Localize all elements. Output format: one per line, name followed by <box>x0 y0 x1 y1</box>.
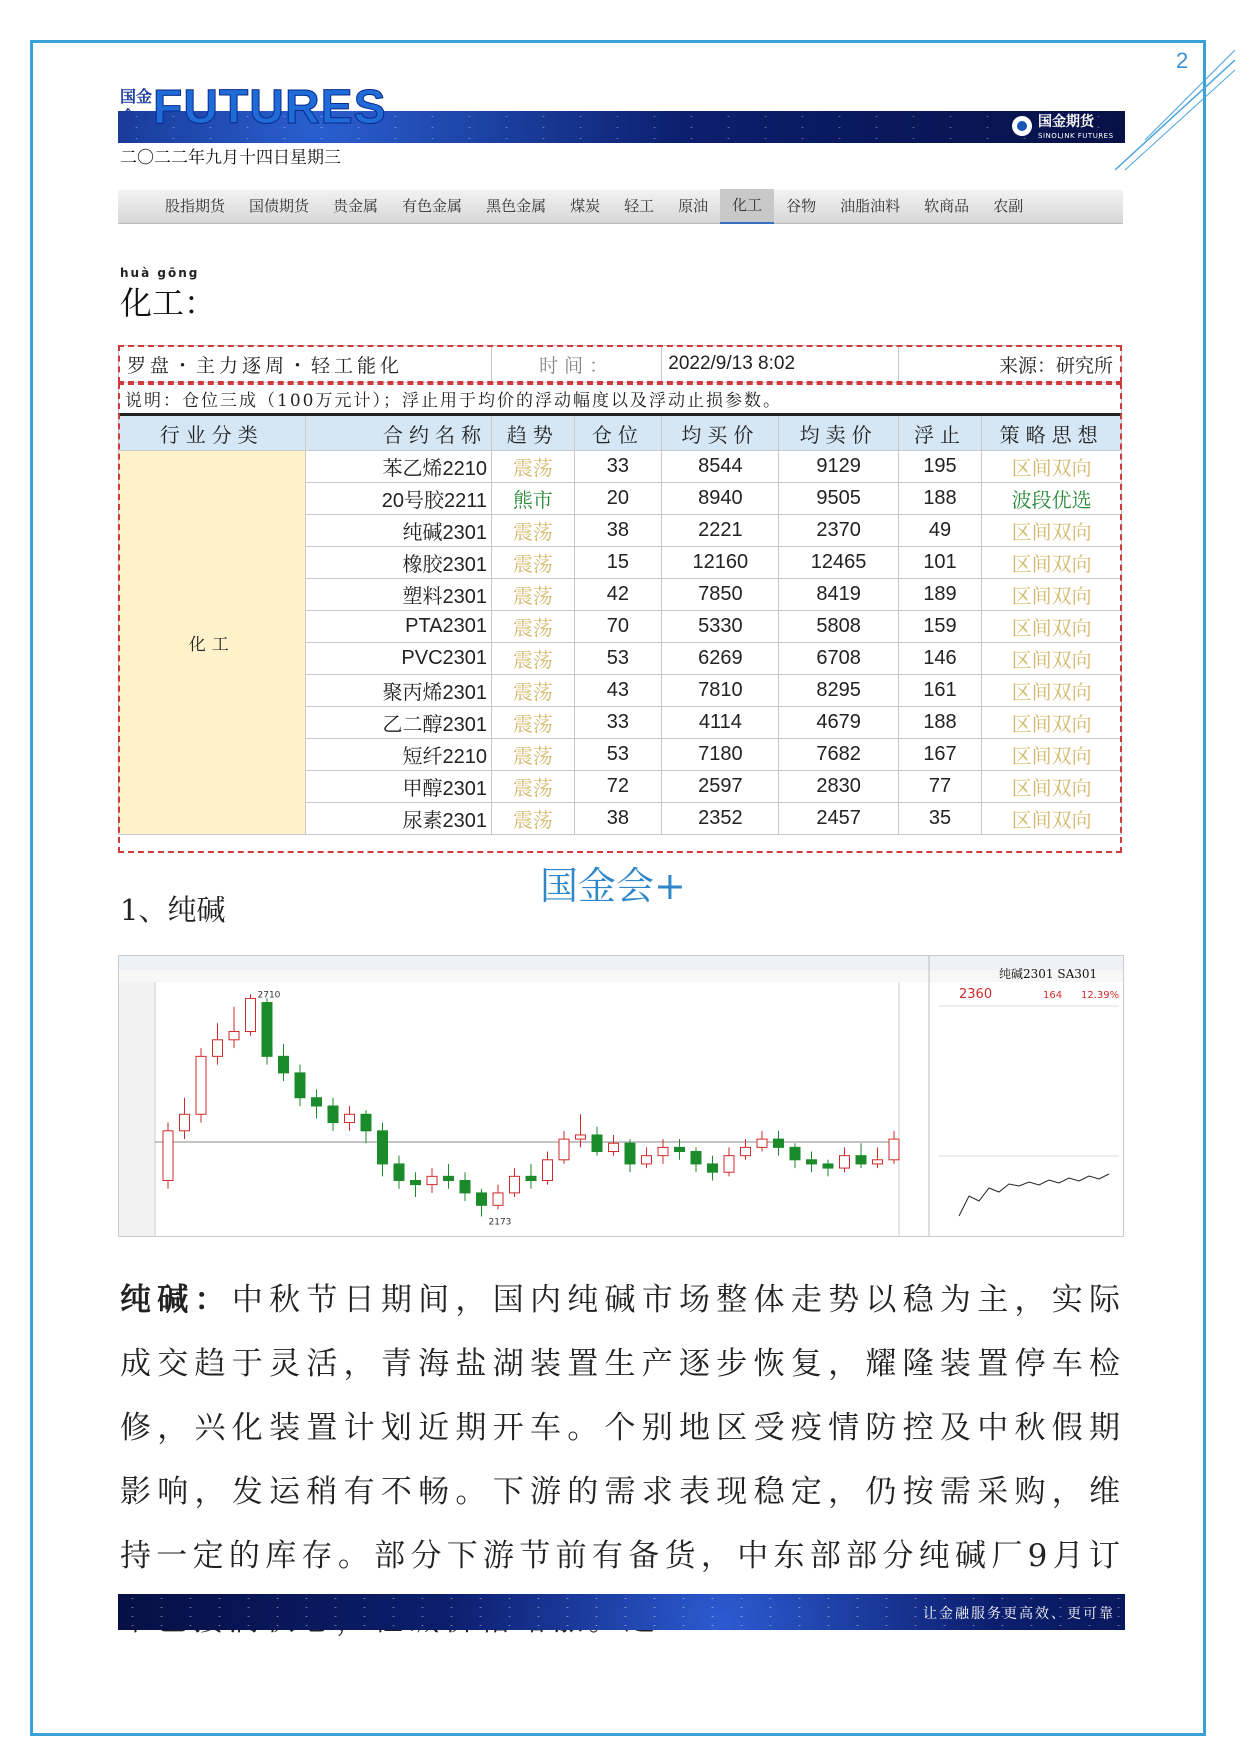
avg-buy-cell: 8940 <box>662 483 779 515</box>
float-stop-cell: 159 <box>898 611 982 643</box>
avg-buy-cell: 8544 <box>662 451 779 483</box>
position-cell: 33 <box>574 451 662 483</box>
strategy-cell: 区间双向 <box>982 643 1122 675</box>
report-date: 二〇二二年九月十四日星期三 <box>120 148 341 168</box>
section-title: 化工： <box>120 284 217 322</box>
trend-cell: 震荡 <box>492 547 575 579</box>
candle-body <box>543 1160 553 1181</box>
candle-body <box>889 1139 899 1160</box>
candle-body <box>576 1135 586 1139</box>
avg-buy-cell: 2352 <box>662 803 779 835</box>
contract-name: 乙二醇2301 <box>305 707 492 739</box>
position-cell: 33 <box>574 707 662 739</box>
trend-cell: 震荡 <box>492 643 575 675</box>
candle-body <box>312 1098 322 1106</box>
quote-panel <box>939 1006 1119 1156</box>
float-stop-cell: 189 <box>898 579 982 611</box>
header-avg-sell: 均卖价 <box>779 415 898 451</box>
section-ruby: huà gōng <box>120 266 200 280</box>
candle-body <box>658 1147 668 1155</box>
price-chart <box>118 955 1124 1237</box>
nav-item[interactable]: 原油 <box>678 197 709 215</box>
float-stop-cell: 161 <box>898 675 982 707</box>
candle-body <box>691 1152 701 1164</box>
trend-cell: 震荡 <box>492 739 575 771</box>
table-row <box>119 451 1122 483</box>
nav-item[interactable]: 油脂油料 <box>840 197 901 215</box>
avg-buy-cell: 5330 <box>662 611 779 643</box>
candle-body <box>378 1131 388 1164</box>
last-price: 2360 <box>959 987 993 1002</box>
avg-sell-cell: 8419 <box>779 579 898 611</box>
strategy-cell: 区间双向 <box>982 803 1122 835</box>
avg-sell-cell: 9505 <box>779 483 898 515</box>
float-stop-cell: 146 <box>898 643 982 675</box>
strategy-cell: 区间双向 <box>982 675 1122 707</box>
avg-sell-cell: 2457 <box>779 803 898 835</box>
candle-body <box>262 1003 272 1057</box>
contract-name: 聚丙烯2301 <box>305 675 492 707</box>
candle-body <box>180 1114 190 1131</box>
contract-name: 20号胶2211 <box>305 483 492 515</box>
candle-body <box>361 1114 371 1131</box>
float-stop-cell: 77 <box>898 771 982 803</box>
float-stop-cell: 35 <box>898 803 982 835</box>
strategy-cell: 区间双向 <box>982 739 1122 771</box>
commentary-lead: 纯碱： <box>120 1282 232 1318</box>
trend-cell: 震荡 <box>492 451 575 483</box>
candle-body <box>559 1139 569 1160</box>
avg-sell-cell: 2370 <box>779 515 898 547</box>
candle-body <box>196 1056 206 1114</box>
category-nav <box>118 190 1123 224</box>
candle-body <box>510 1176 520 1193</box>
strategy-cell: 区间双向 <box>982 771 1122 803</box>
float-stop-cell: 49 <box>898 515 982 547</box>
logo-small-text: 国金 会 + <box>120 89 153 126</box>
candle-body <box>856 1156 866 1164</box>
candle-body <box>246 998 256 1031</box>
candle-body <box>279 1056 289 1073</box>
page-number: 2 <box>1176 48 1189 73</box>
position-cell: 70 <box>574 611 662 643</box>
nav-item[interactable]: 股指期货 <box>165 197 226 215</box>
nav-item[interactable]: 谷物 <box>786 197 817 215</box>
nav-item[interactable]: 国债期货 <box>249 197 310 215</box>
strategy-cell: 区间双向 <box>982 515 1122 547</box>
contract-name: 橡胶2301 <box>305 547 492 579</box>
avg-buy-cell: 7850 <box>662 579 779 611</box>
avg-buy-cell: 4114 <box>662 707 779 739</box>
futures-logo: FUTURES <box>153 81 387 134</box>
avg-sell-cell: 2830 <box>779 771 898 803</box>
subsection-title: 1、纯碱 <box>120 893 226 927</box>
category-cell: 化工 <box>119 451 306 835</box>
avg-sell-cell: 4679 <box>779 707 898 739</box>
contract-name: PVC2301 <box>305 643 492 675</box>
strategy-cell: 区间双向 <box>982 707 1122 739</box>
chart-title: 纯碱2301 SA301 <box>999 967 1098 981</box>
corner-lines-decoration <box>1115 20 1235 180</box>
position-cell: 53 <box>574 739 662 771</box>
candle-body <box>493 1193 503 1205</box>
avg-buy-cell: 6269 <box>662 643 779 675</box>
candle-body <box>741 1147 751 1155</box>
avg-buy-cell: 7180 <box>662 739 779 771</box>
candle-body <box>477 1193 487 1205</box>
candle-body <box>394 1164 404 1181</box>
time-value: 2022/9/13 8:02 <box>662 346 898 383</box>
trend-cell: 震荡 <box>492 579 575 611</box>
avg-sell-cell: 5808 <box>779 611 898 643</box>
table-title: 罗盘・主力逐周・轻工能化 <box>119 346 492 383</box>
position-cell: 38 <box>574 803 662 835</box>
price-change: 164 <box>1043 990 1063 1001</box>
strategy-cell: 区间双向 <box>982 611 1122 643</box>
candle-body <box>427 1176 437 1184</box>
low-label: 2173 <box>488 1217 512 1228</box>
float-stop-cell: 188 <box>898 707 982 739</box>
brand-cn: 国金期货 <box>1038 114 1094 130</box>
brand-name <box>1038 115 1114 143</box>
nav-item[interactable]: 黑色金属 <box>486 197 547 215</box>
position-cell: 43 <box>574 675 662 707</box>
contract-name: 纯碱2301 <box>305 515 492 547</box>
strategy-cell: 区间双向 <box>982 547 1122 579</box>
nav-item-active[interactable]: 化工 <box>720 189 774 224</box>
trend-cell: 震荡 <box>492 515 575 547</box>
float-stop-cell: 167 <box>898 739 982 771</box>
float-stop-cell: 188 <box>898 483 982 515</box>
trend-cell: 震荡 <box>492 611 575 643</box>
position-cell: 38 <box>574 515 662 547</box>
brand-en: SINOLINK FUTURES <box>1038 132 1114 140</box>
candle-body <box>328 1106 338 1123</box>
price-change-pct: 12.39% <box>1081 990 1120 1001</box>
avg-buy-cell: 2597 <box>662 771 779 803</box>
header-float-stop: 浮止 <box>898 415 982 451</box>
nav-item[interactable]: 软商品 <box>924 197 970 215</box>
contract-name: 甲醇2301 <box>305 771 492 803</box>
position-cell: 15 <box>574 547 662 579</box>
avg-buy-cell: 2221 <box>662 515 779 547</box>
avg-buy-cell: 7810 <box>662 675 779 707</box>
float-stop-cell: 195 <box>898 451 982 483</box>
nav-item[interactable]: 煤炭 <box>570 197 601 215</box>
trend-cell: 震荡 <box>492 771 575 803</box>
candle-body <box>790 1147 800 1159</box>
header-contract: 合约名称 <box>305 415 492 451</box>
candle-body <box>295 1073 305 1098</box>
avg-sell-cell: 12465 <box>779 547 898 579</box>
candle-body <box>609 1143 619 1151</box>
sinolink-logo-icon <box>1012 116 1032 136</box>
position-cell: 20 <box>574 483 662 515</box>
strategy-cell: 区间双向 <box>982 579 1122 611</box>
contract-name: 苯乙烯2210 <box>305 451 492 483</box>
candle-body <box>345 1114 355 1122</box>
trend-cell: 震荡 <box>492 803 575 835</box>
intraday-line <box>959 1174 1109 1216</box>
candle-body <box>213 1040 223 1057</box>
candle-body <box>724 1156 734 1173</box>
candle-body <box>840 1156 850 1168</box>
float-stop-cell: 101 <box>898 547 982 579</box>
contract-name: 短纤2210 <box>305 739 492 771</box>
avg-sell-cell: 6708 <box>779 643 898 675</box>
position-cell: 53 <box>574 643 662 675</box>
nav-item[interactable]: 轻工 <box>624 197 655 215</box>
trend-cell: 震荡 <box>492 675 575 707</box>
contract-name: 尿素2301 <box>305 803 492 835</box>
avg-sell-cell: 7682 <box>779 739 898 771</box>
candle-body <box>592 1135 602 1152</box>
avg-buy-cell: 12160 <box>662 547 779 579</box>
candle-body <box>229 1032 239 1040</box>
trend-cell: 熊市 <box>492 483 575 515</box>
contract-name: 塑料2301 <box>305 579 492 611</box>
candle-body <box>625 1143 635 1164</box>
strategy-cell: 波段优选 <box>982 483 1122 515</box>
nav-item[interactable]: 农副 <box>993 197 1024 215</box>
footer-band <box>118 1594 1125 1630</box>
source-label: 来源：研究所 <box>898 346 1121 383</box>
position-cell: 72 <box>574 771 662 803</box>
candle-body <box>444 1176 454 1180</box>
table-body <box>119 451 1122 835</box>
header-trend: 趋势 <box>492 415 575 451</box>
candle-body <box>675 1147 685 1151</box>
header-category: 行业分类 <box>119 415 306 451</box>
position-cell: 42 <box>574 579 662 611</box>
candle-body <box>823 1164 833 1168</box>
candle-body <box>460 1180 470 1192</box>
high-label: 2710 <box>257 990 281 1001</box>
nav-item[interactable]: 有色金属 <box>402 197 463 215</box>
strategy-table <box>118 345 1122 835</box>
watermark-text: 国金会+ <box>540 864 686 908</box>
candle-body <box>708 1164 718 1172</box>
trend-cell: 震荡 <box>492 707 575 739</box>
candle-body <box>163 1131 173 1181</box>
time-label: 时间： <box>492 346 662 383</box>
table-note: 说明：仓位三成（100万元计）；浮止用于均价的浮动幅度以及浮动止损参数。 <box>119 383 1122 415</box>
contract-name: PTA2301 <box>305 611 492 643</box>
avg-sell-cell: 9129 <box>779 451 898 483</box>
candle-body <box>757 1139 767 1147</box>
candle-body <box>411 1180 421 1184</box>
candle-body <box>873 1160 883 1164</box>
header-position: 仓位 <box>574 415 662 451</box>
header-strategy: 策略思想 <box>982 415 1122 451</box>
candle-body <box>642 1156 652 1164</box>
candles-group <box>163 994 899 1216</box>
nav-item[interactable]: 贵金属 <box>333 197 379 215</box>
footer-slogan: 让金融服务更高效、更可靠 <box>923 1606 1115 1622</box>
header-avg-buy: 均买价 <box>662 415 779 451</box>
candle-body <box>774 1139 784 1147</box>
candle-body <box>807 1160 817 1164</box>
strategy-cell: 区间双向 <box>982 451 1122 483</box>
commentary-text: 中秋节日期间，国内纯碱市场整体走势以稳为主，实际成交趋于灵活，青海盐湖装置生产逐步恢复，耀隆装置停车检修，兴化装置计划近期开车。个别地区受疫情防控及中秋假期影响，发运稍有不畅。下游的需求表现稳定，仍按需采购，维持一定的库存。部分下游节前有备货，中东部部分纯碱厂9月订 <box>120 1282 1126 1574</box>
candle-body <box>526 1176 536 1180</box>
avg-sell-cell: 8295 <box>779 675 898 707</box>
